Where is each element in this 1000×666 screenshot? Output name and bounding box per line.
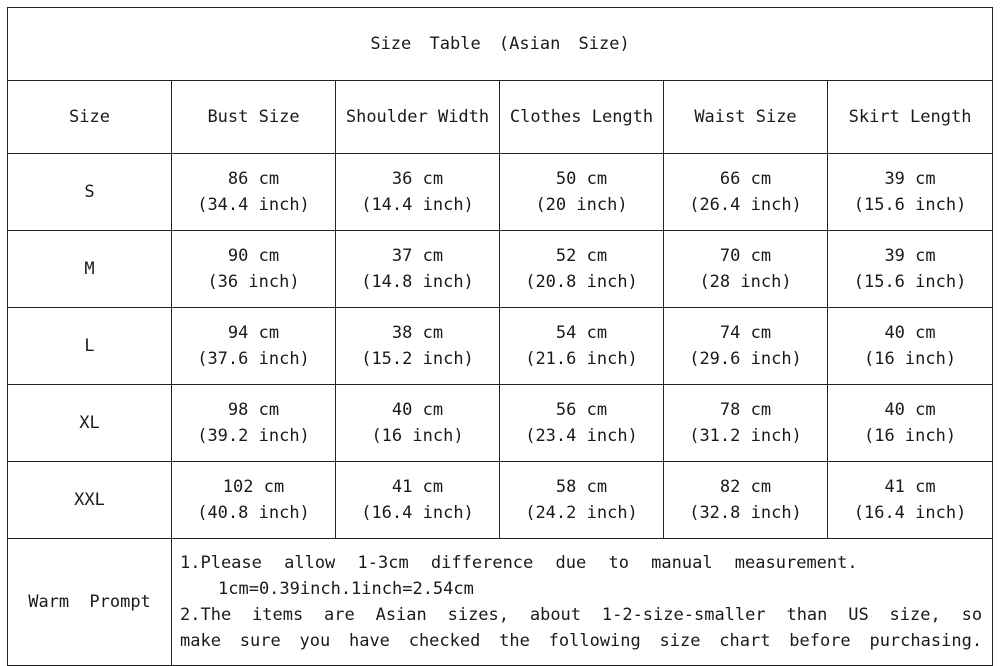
measurement-cell	[172, 231, 336, 308]
measurement-cell	[664, 462, 828, 539]
value-inch: (31.2 inch)	[689, 426, 802, 446]
value-inch: (20.8 inch)	[525, 272, 638, 292]
measurement-cell	[828, 385, 993, 462]
measurement-cell	[664, 385, 828, 462]
size-table	[7, 7, 993, 666]
value-cm: 37 cm	[391, 246, 444, 266]
size-label: S	[8, 154, 172, 231]
warm-prompt-label: Warm Prompt	[8, 539, 172, 666]
measurement-cell	[336, 231, 500, 308]
value-inch: (14.8 inch)	[361, 272, 474, 292]
measurement-cell	[172, 308, 336, 385]
header-skirt-length: Skirt Length	[828, 81, 993, 154]
header-size: Size	[8, 81, 172, 154]
table-row	[8, 231, 993, 308]
value-inch: (20 inch)	[535, 195, 628, 215]
value-inch: (40.8 inch)	[197, 503, 310, 523]
value-inch: (37.6 inch)	[197, 349, 310, 369]
measurement-cell	[664, 231, 828, 308]
measurement-cell	[500, 308, 664, 385]
value-inch: (15.6 inch)	[853, 272, 967, 292]
warm-prompt-text	[172, 539, 993, 666]
measurement-cell	[500, 462, 664, 539]
value-cm: 54 cm	[555, 323, 608, 343]
table-row	[8, 154, 993, 231]
measurement-cell	[828, 231, 993, 308]
value-inch: (21.6 inch)	[525, 349, 638, 369]
prompt-line-2: 1cm=0.39inch.1inch=2.54cm	[218, 579, 474, 599]
measurement-cell	[172, 385, 336, 462]
value-cm: 41 cm	[391, 477, 444, 497]
value-inch: (15.6 inch)	[853, 195, 967, 215]
value-cm: 39 cm	[884, 169, 936, 189]
measurement-cell	[828, 308, 993, 385]
value-inch: (32.8 inch)	[689, 503, 802, 523]
value-cm: 58 cm	[555, 477, 608, 497]
value-cm: 50 cm	[555, 169, 608, 189]
value-cm: 90 cm	[227, 246, 280, 266]
measurement-cell	[336, 308, 500, 385]
size-label: XL	[8, 385, 172, 462]
size-label: M	[8, 231, 172, 308]
value-inch: (16.4 inch)	[853, 503, 967, 523]
size-label: XXL	[8, 462, 172, 539]
value-inch: (28 inch)	[699, 272, 792, 292]
value-inch: (16 inch)	[863, 349, 957, 369]
size-label: L	[8, 308, 172, 385]
header-waist-size: Waist Size	[664, 81, 828, 154]
value-cm: 40 cm	[391, 400, 444, 420]
measurement-cell	[336, 385, 500, 462]
value-cm: 94 cm	[227, 323, 280, 343]
value-cm: 36 cm	[391, 169, 444, 189]
value-cm: 56 cm	[555, 400, 608, 420]
value-inch: (23.4 inch)	[525, 426, 638, 446]
measurement-cell	[664, 154, 828, 231]
measurement-cell	[172, 154, 336, 231]
measurement-cell	[828, 462, 993, 539]
header-bust-size: Bust Size	[172, 81, 336, 154]
value-inch: (16 inch)	[371, 426, 464, 446]
measurement-cell	[664, 308, 828, 385]
value-cm: 82 cm	[719, 477, 772, 497]
header-row	[8, 81, 993, 154]
table-row	[8, 385, 993, 462]
value-cm: 70 cm	[719, 246, 772, 266]
prompt-line-1: 1.Please allow 1-3cm difference due to manual measurement.	[180, 553, 858, 573]
value-cm: 66 cm	[719, 169, 772, 189]
value-cm: 40 cm	[884, 400, 936, 420]
measurement-cell	[336, 154, 500, 231]
prompt-line-4: make sure you have checked the following size chart before purchasing.	[180, 631, 983, 651]
header-clothes-length: Clothes Length	[500, 81, 664, 154]
measurement-cell	[500, 231, 664, 308]
value-cm: 40 cm	[884, 323, 936, 343]
value-cm: 38 cm	[391, 323, 444, 343]
measurement-cell	[828, 154, 993, 231]
table-title: Size Table (Asian Size)	[8, 8, 993, 81]
prompt-line-3: 2.The items are Asian sizes, about 1-2-size-smaller than US size, so	[180, 605, 983, 625]
header-shoulder-width: Shoulder Width	[336, 81, 500, 154]
table-row	[8, 308, 993, 385]
table-row	[8, 462, 993, 539]
value-cm: 74 cm	[719, 323, 772, 343]
size-table-container	[7, 7, 992, 656]
value-inch: (34.4 inch)	[197, 195, 310, 215]
value-cm: 102 cm	[222, 477, 285, 497]
value-inch: (29.6 inch)	[689, 349, 802, 369]
title-row	[8, 8, 993, 81]
value-cm: 98 cm	[227, 400, 280, 420]
measurement-cell	[500, 385, 664, 462]
value-inch: (14.4 inch)	[361, 195, 474, 215]
value-cm: 52 cm	[555, 246, 608, 266]
value-inch: (15.2 inch)	[361, 349, 474, 369]
warm-prompt-row	[8, 539, 993, 666]
value-cm: 78 cm	[719, 400, 772, 420]
measurement-cell	[172, 462, 336, 539]
value-inch: (16.4 inch)	[361, 503, 474, 523]
value-inch: (26.4 inch)	[689, 195, 802, 215]
value-cm: 39 cm	[884, 246, 936, 266]
value-inch: (36 inch)	[207, 272, 300, 292]
value-inch: (16 inch)	[863, 426, 957, 446]
measurement-cell	[500, 154, 664, 231]
measurement-cell	[336, 462, 500, 539]
value-inch: (24.2 inch)	[525, 503, 638, 523]
value-cm: 41 cm	[884, 477, 936, 497]
value-inch: (39.2 inch)	[197, 426, 310, 446]
value-cm: 86 cm	[227, 169, 280, 189]
